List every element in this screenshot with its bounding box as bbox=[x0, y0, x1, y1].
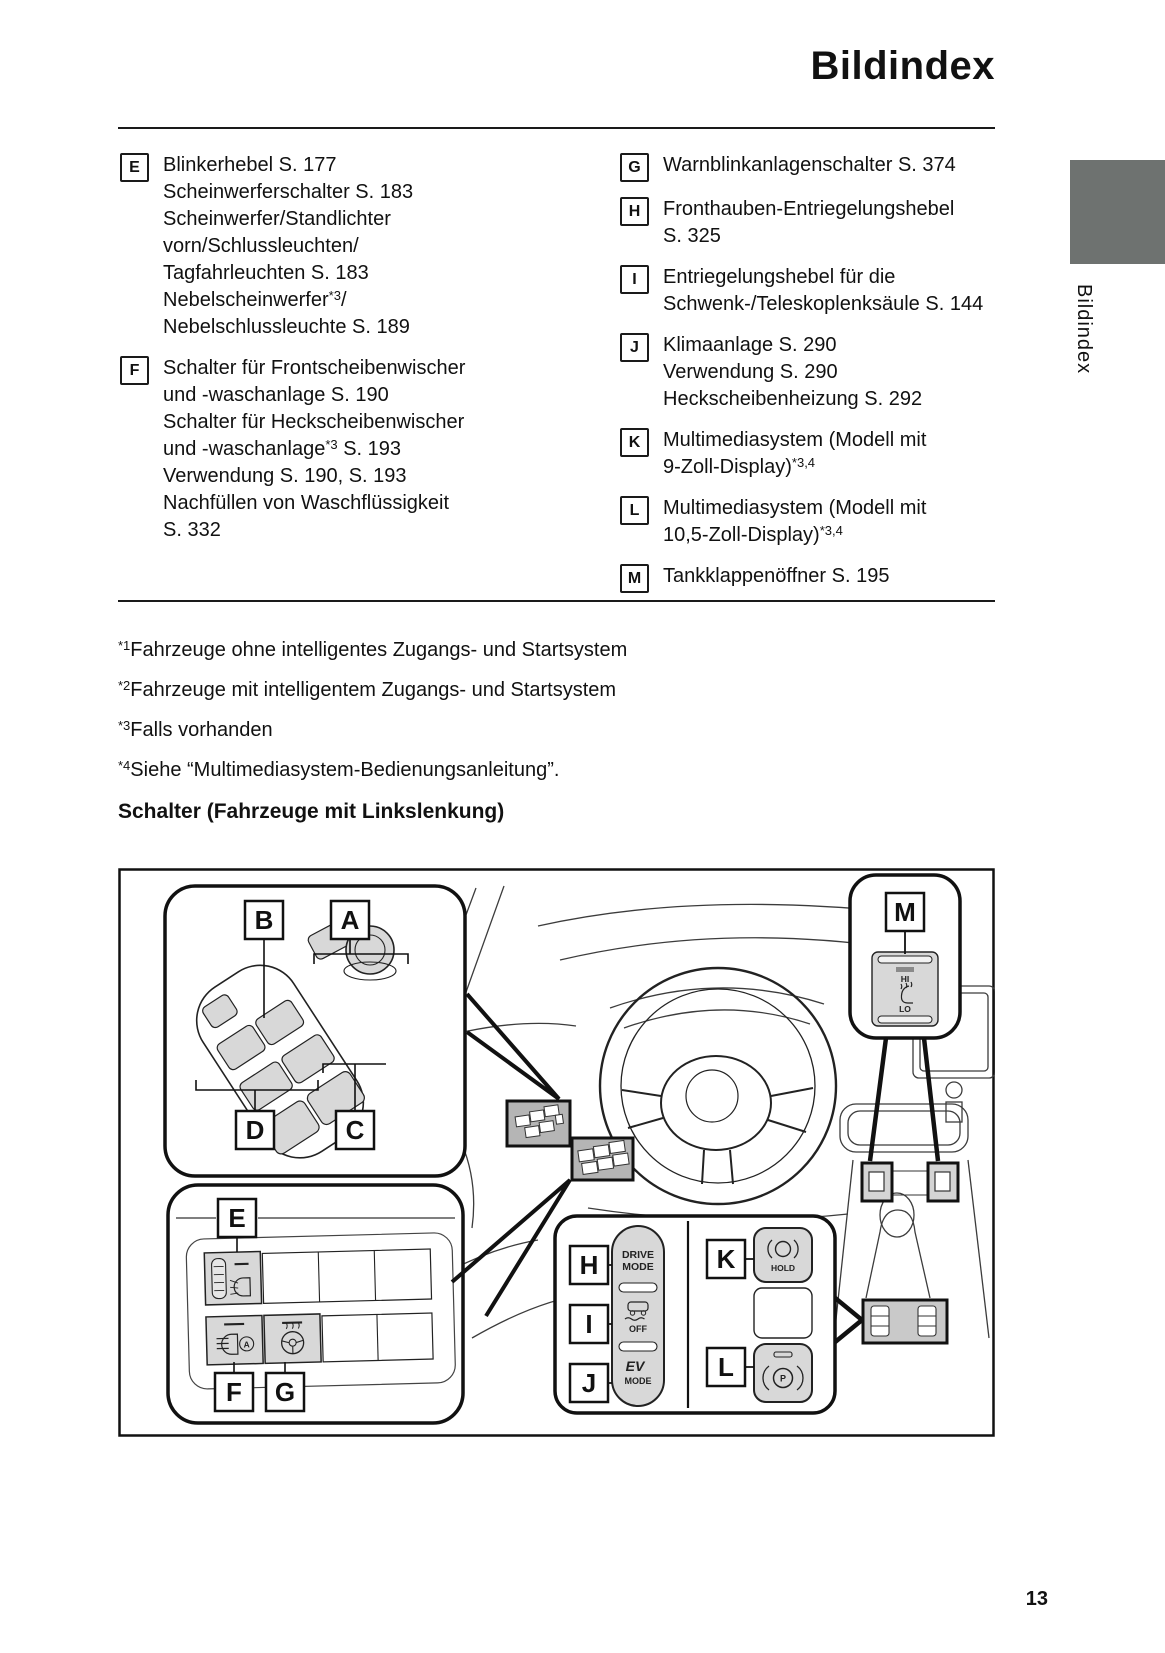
item-line: 9-Zoll-Display)$^{*3,4}$ bbox=[663, 455, 816, 478]
item-text bbox=[163, 355, 465, 544]
item-line: S. 332 bbox=[163, 519, 221, 541]
callout-label-H bbox=[570, 1246, 608, 1284]
lower-switch-location-thumbnail bbox=[572, 1138, 633, 1180]
item-line: vorn/Schlussleuchten/ bbox=[163, 235, 359, 257]
svg-text:E: E bbox=[228, 1203, 246, 1233]
item-line: Nebelschlussleuchte S. 189 bbox=[163, 316, 410, 338]
section-heading: Schalter (Fahrzeuge mit Linkslenkung) bbox=[118, 800, 505, 823]
page-number: 13 bbox=[1025, 1588, 1048, 1610]
svg-text:H: H bbox=[579, 1250, 599, 1280]
index-column-right bbox=[620, 152, 1020, 607]
chapter-tab-label: Bildindex bbox=[1073, 284, 1095, 375]
brake-hold-button bbox=[754, 1228, 812, 1282]
callout-label-B bbox=[245, 901, 283, 939]
svg-text:A: A bbox=[243, 1339, 250, 1350]
callout-label-C bbox=[336, 1111, 374, 1149]
footnotes bbox=[118, 630, 998, 790]
svg-text:G: G bbox=[274, 1377, 296, 1407]
item-line: Blinkerhebel S. 177 bbox=[163, 154, 337, 176]
footnote-line: $^{*3}$Falls vorhanden bbox=[118, 718, 273, 741]
divider-footnotes bbox=[118, 600, 995, 602]
item-letter-box: K bbox=[620, 428, 649, 457]
index-item-M bbox=[620, 563, 1020, 593]
svg-text:LO: LO bbox=[899, 1004, 911, 1014]
item-line: Warnblinkanlagenschalter S. 374 bbox=[663, 154, 956, 176]
item-line: S. 325 bbox=[663, 225, 721, 247]
item-line: Multimediasystem (Modell mit bbox=[663, 497, 927, 519]
footnote-line: $^{*1}$Fahrzeuge ohne intelligentes Zugangs- und Startsystem bbox=[118, 638, 628, 661]
item-line: Entriegelungshebel für die bbox=[663, 266, 896, 288]
item-line: Nachfüllen von Waschflüssigkeit bbox=[163, 492, 450, 514]
index-item-J bbox=[620, 332, 1020, 413]
item-line: Heckscheibenheizung S. 292 bbox=[663, 388, 923, 410]
svg-text:L: L bbox=[718, 1352, 734, 1382]
item-letter-box: M bbox=[620, 564, 649, 593]
index-item-F bbox=[120, 355, 600, 544]
item-text bbox=[663, 152, 956, 179]
svg-text:J: J bbox=[581, 1368, 597, 1398]
item-text bbox=[663, 563, 889, 590]
item-letter-box: I bbox=[620, 265, 649, 294]
page-title: Bildindex bbox=[810, 44, 995, 88]
svg-text:MODE: MODE bbox=[624, 1376, 652, 1386]
callout-label-E bbox=[218, 1199, 256, 1237]
svg-text:A: A bbox=[340, 905, 360, 935]
svg-text:OFF: OFF bbox=[629, 1324, 647, 1334]
item-line: Scheinwerfer/Standlichter bbox=[163, 208, 391, 230]
svg-text:P: P bbox=[779, 1373, 787, 1384]
item-letter-box: E bbox=[120, 153, 149, 182]
index-item-E bbox=[120, 152, 600, 341]
item-text bbox=[663, 332, 922, 413]
index-column-left bbox=[120, 152, 600, 558]
door-switch-panel-callout bbox=[165, 886, 465, 1176]
svg-text:B: B bbox=[254, 905, 274, 935]
item-text bbox=[663, 196, 954, 250]
index-item-H bbox=[620, 196, 1020, 250]
item-line: Klimaanlage S. 290 bbox=[663, 334, 837, 356]
item-line: Schalter für Heckscheibenwischer bbox=[163, 411, 465, 433]
divider-top bbox=[118, 127, 995, 129]
index-item-I bbox=[620, 264, 1020, 318]
callout-label-L bbox=[707, 1348, 745, 1386]
item-letter-box: H bbox=[620, 197, 649, 226]
svg-text:MODE: MODE bbox=[622, 1261, 654, 1273]
item-line: Scheinwerferschalter S. 183 bbox=[163, 181, 414, 203]
item-line: Fronthauben-Entriegelungshebel bbox=[663, 198, 955, 220]
callout-label-I bbox=[570, 1305, 608, 1343]
item-line: 10,5-Zoll-Display)$^{*3,4}$ bbox=[663, 523, 843, 546]
dashboard-diagram bbox=[118, 868, 995, 1437]
item-line: Schwenk-/Teleskoplenksäule S. 144 bbox=[663, 293, 984, 315]
svg-text:C: C bbox=[345, 1115, 365, 1145]
callout-label-F bbox=[215, 1373, 253, 1411]
shifter-side-switch-location bbox=[863, 1300, 947, 1343]
footnote-line: $^{*4}$Siehe “Multimediasystem-Bedienungsanleitung”. bbox=[118, 758, 560, 781]
item-line: Verwendung S. 290 bbox=[663, 361, 838, 383]
callout-label-A bbox=[331, 901, 369, 939]
item-text bbox=[663, 495, 926, 549]
svg-text:M: M bbox=[894, 897, 916, 927]
svg-text:HI: HI bbox=[900, 974, 910, 984]
item-text bbox=[663, 264, 983, 318]
item-line: Tagfahrleuchten S. 183 bbox=[163, 262, 369, 284]
auto-high-beam-switch bbox=[206, 1315, 263, 1364]
lower-dash-switch-panel-callout bbox=[168, 1185, 463, 1423]
door-switch-location-thumbnail bbox=[507, 1101, 570, 1146]
item-line: Schalter für Frontscheibenwischer bbox=[163, 357, 466, 379]
item-line: Multimediasystem (Modell mit bbox=[663, 429, 927, 451]
index-item-K bbox=[620, 427, 1020, 481]
footnote-line: $^{*2}$Fahrzeuge mit intelligentem Zugangs- und Startsystem bbox=[118, 678, 617, 701]
callout-label-G bbox=[266, 1373, 304, 1411]
item-line: und -waschanlage$^{*3}$ S. 193 bbox=[163, 437, 402, 460]
callout-label-K bbox=[707, 1240, 745, 1278]
console-switch-panel-callout bbox=[555, 1216, 835, 1413]
callout-label-D bbox=[236, 1111, 274, 1149]
callout-label-J bbox=[570, 1364, 608, 1402]
item-line: Verwendung S. 190, S. 193 bbox=[163, 465, 407, 487]
chapter-tab bbox=[1070, 160, 1165, 264]
item-line: Nebelscheinwerfer$^{*3}$/ bbox=[163, 288, 347, 311]
item-letter-box: G bbox=[620, 153, 649, 182]
item-text bbox=[163, 152, 413, 341]
callout-label-M bbox=[886, 893, 924, 931]
item-text bbox=[663, 427, 926, 481]
svg-text:HOLD: HOLD bbox=[770, 1263, 796, 1273]
svg-text:EV: EV bbox=[625, 1358, 645, 1374]
svg-text:F: F bbox=[226, 1377, 242, 1407]
svg-text:I: I bbox=[585, 1309, 593, 1339]
svg-text:DRIVE: DRIVE bbox=[621, 1249, 655, 1261]
item-letter-box: F bbox=[120, 356, 149, 385]
item-letter-box: L bbox=[620, 496, 649, 525]
item-letter-box: J bbox=[620, 333, 649, 362]
index-item-L bbox=[620, 495, 1020, 549]
item-line: Tankklappenöffner S. 195 bbox=[663, 565, 890, 587]
svg-text:K: K bbox=[716, 1244, 736, 1274]
index-item-G bbox=[620, 152, 1020, 182]
item-line: und -waschanlage S. 190 bbox=[163, 384, 389, 406]
svg-text:D: D bbox=[245, 1115, 265, 1145]
